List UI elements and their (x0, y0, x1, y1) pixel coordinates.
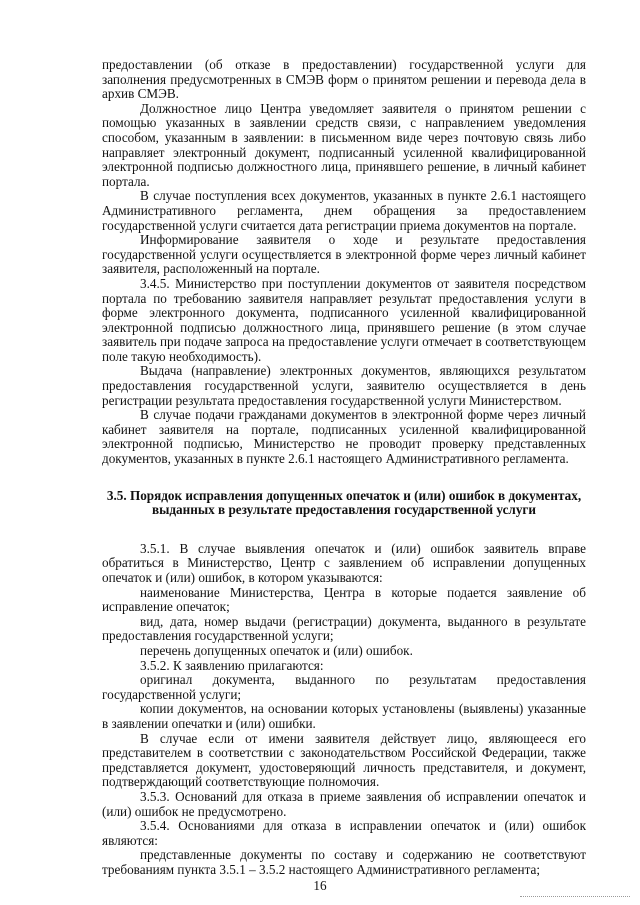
paragraph: наименование Министерства, Центра в которые подается заявление об исправление опечаток; (102, 584, 586, 615)
document-body (102, 58, 586, 877)
section-heading: 3.5. Порядок исправления допущенных опечаток и (или) ошибок в документах, выданных в результате предоставления государственной услуги (106, 487, 582, 518)
paragraph: 3.5.4. Основаниями для отказа в исправлении опечаток и (или) ошибок являются: (102, 818, 586, 848)
paragraph: Должностное лицо Центра уведомляет заявителя о принятом решении с помощью указанных в заявлении средств связи, с направлением уведомления способом, указанным в заявлении: в письменном виде через почтовую связь либо направляет электронный документ, подписанный усиленной квалифицированной электронной подписью должностного лица, принявшего решение, в личный кабинет портала. (102, 100, 586, 189)
page-number: 16 (313, 878, 327, 893)
paragraph: предоставлении (об отказе в предоставлении) государственной услуги для заполнения предусмотренных в СМЭВ форм о принятом решении и перевода дела в архив СМЭВ. (102, 57, 586, 102)
scan-artifact-line (520, 896, 630, 898)
paragraph: В случае если от имени заявителя действует лицо, являющееся его представителем в соответствии с законодательством Российской Федерации, также представляется документ, удостоверяющий личность представителя, и документ, подтверждающий соответствующие полномочия. (102, 730, 586, 790)
paragraph: 3.5.3. Оснований для отказа в приеме заявления об исправлении опечаток и (или) ошибок не предусмотрено. (102, 788, 586, 819)
paragraph: 3.5.2. К заявлению прилагаются: (140, 657, 324, 673)
paragraph: В случае поступления всех документов, указанных в пункте 2.6.1 настоящего Административного регламента, днем обращения за предоставлением государственной услуги считается дата регистрации приема документов на портале. (102, 188, 586, 233)
paragraph: 3.4.5. Министерство при поступлении документов от заявителя посредством портала по требованию заявителя направляет результат предоставления услуги в форме электронного документа, подписанного усиленной квалифицированной электронной подписью должностного лица, принявшего решение (в этом случае заявитель при подаче запроса на предоставление услуги отмечает в соответствующем поле такую необходимость). (102, 275, 586, 364)
paragraph: вид, дата, номер выдачи (регистрации) документа, выданного в результате предоставления государственной услуги; (102, 613, 586, 644)
paragraph: Информирование заявителя о ходе и результате предоставления государственной услуги осуществляется в электронной форме через личный кабинет заявителя, расположенный на портале. (102, 232, 586, 277)
paragraph: В случае подачи гражданами документов в электронной форме через личный кабинет заявителя на портале, подписанных усиленной квалифицированной электронной подписью, Министерство не проводит проверку представленных документов, указанных в пункте 2.6.1 настоящего Административного регламента. (102, 407, 586, 467)
paragraph: 3.5.1. В случае выявления опечаток и (или) ошибок заявитель вправе обратиться в Министерство, Центр с заявлением об исправлении допущенных опечаток и (или) ошибок, в котором указываются: (102, 540, 586, 585)
paragraph: представленные документы по составу и содержанию не соответствуют требованиям пункта 3.5.1 – 3.5.2 настоящего Административного регламента; (102, 847, 586, 877)
paragraph: Выдача (направление) электронных документов, являющихся результатом предоставления государственной услуги, заявителю осуществляется в день регистрации результата предоставления государственной услуги Министерством. (102, 363, 586, 408)
paragraph: копии документов, на основании которых установлены (выявлены) указанные в заявлении опечатки и (или) ошибки. (102, 701, 586, 731)
paragraph: оригинал документа, выданного по результатам предоставления государственной услуги; (102, 672, 586, 702)
paragraph: перечень допущенных опечаток и (или) ошибок. (140, 642, 413, 658)
